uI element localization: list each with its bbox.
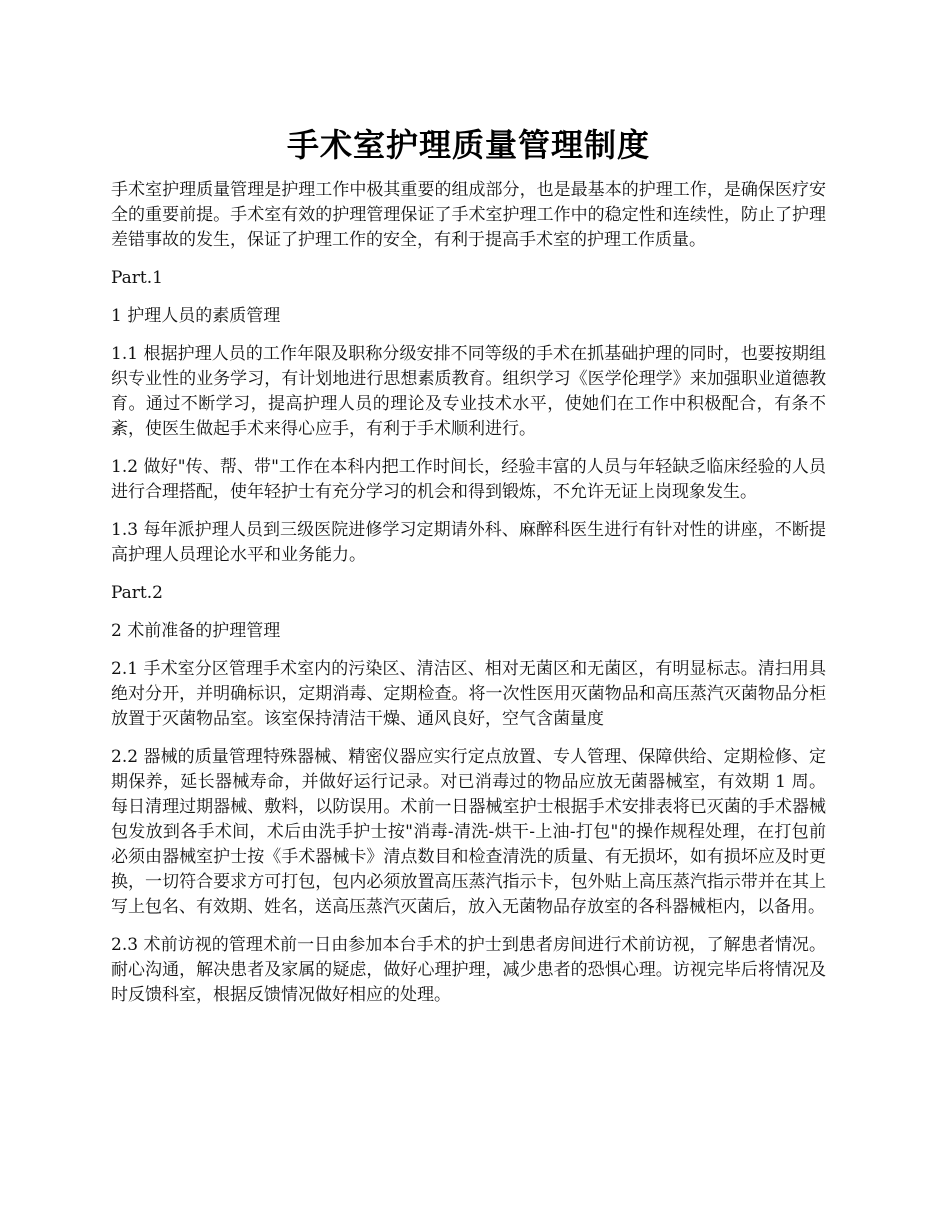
section1-2-paragraph: 1.2 做好"传、帮、带"工作在本科内把工作时间长，经验丰富的人员与年轻缺乏临床经验的人员进行合理搭配，使年轻护士有充分学习的机会和得到锻炼，不允许无证上岗现象发生。 xyxy=(111,457,826,502)
document-title: 手术室护理质量管理制度 xyxy=(286,126,650,164)
section2-2-paragraph: 2.2 器械的质量管理特殊器械、精密仪器应实行定点放置、专人管理、保障供给、定期检修、定期保养，延长器械寿命，并做好运行记录。对已消毒过的物品应放无菌器械室，有效期 1 周。每日清理过期器械、敷料，以防误用。术前一日器械室护士根据手术安排表将已灭菌的手术器械包发放到各手术间，术后由洗手护士按"消毒-清洗-烘干-上油-打包"的操作规程处理，在打包前必须由器械室护士按《手术器械卡》清点数目和检查清洗的质量、有无损坏，如有损坏应及时更换，一切符合要求方可打包，包内必须放置高压蒸汽指示卡，包外贴上高压蒸汽指示带并在其上写上包名、有效期、姓名，送高压蒸汽灭菌后，放入无菌物品存放室的各科器械柜内，以备用。 xyxy=(111,747,826,917)
section2-1-paragraph: 2.1 手术室分区管理手术室内的污染区、清洁区、相对无菌区和无菌区，有明显标志。清扫用具绝对分开，并明确标识，定期消毒、定期检查。将一次性医用灭菌物品和高压蒸汽灭菌物品分柜放置于灭菌物品室。该室保持清洁干燥、通风良好，空气含菌量度 xyxy=(111,659,826,729)
section2-heading: 2 术前准备的护理管理 xyxy=(111,621,281,641)
section2-3-paragraph: 2.3 术前访视的管理术前一日由参加本台手术的护士到患者房间进行术前访视，了解患者情况。耐心沟通，解决患者及家属的疑虑，做好心理护理，减少患者的恐惧心理。访视完毕后将情况及时反馈科室，根据反馈情况做好相应的处理。 xyxy=(111,935,826,1005)
intro-paragraph: 手术室护理质量管理是护理工作中极其重要的组成部分，也是最基本的护理工作，是确保医疗安全的重要前提。手术室有效的护理管理保证了手术室护理工作中的稳定性和连续性，防止了护理差错事故的发生，保证了护理工作的安全，有利于提高手术室的护理工作质量。 xyxy=(111,180,826,250)
section1-heading: 1 护理人员的素质管理 xyxy=(111,306,281,326)
section1-3-paragraph: 1.3 每年派护理人员到三级医院进修学习定期请外科、麻醉科医生进行有针对性的讲座，不断提高护理人员理论水平和业务能力。 xyxy=(111,520,826,565)
part1-label: Part.1 xyxy=(111,268,163,288)
section1-1-paragraph: 1.1 根据护理人员的工作年限及职称分级安排不同等级的手术在抓基础护理的同时，也要按期组织专业性的业务学习，有计划地进行思想素质教育。组织学习《医学伦理学》来加强职业道德教育。通过不断学习，提高护理人员的理论及专业技术水平，使她们在工作中积极配合，有条不紊，使医生做起手术来得心应手，有利于手术顺利进行。 xyxy=(111,344,826,439)
document-page xyxy=(111,120,826,1021)
part2-label: Part.2 xyxy=(111,583,163,603)
